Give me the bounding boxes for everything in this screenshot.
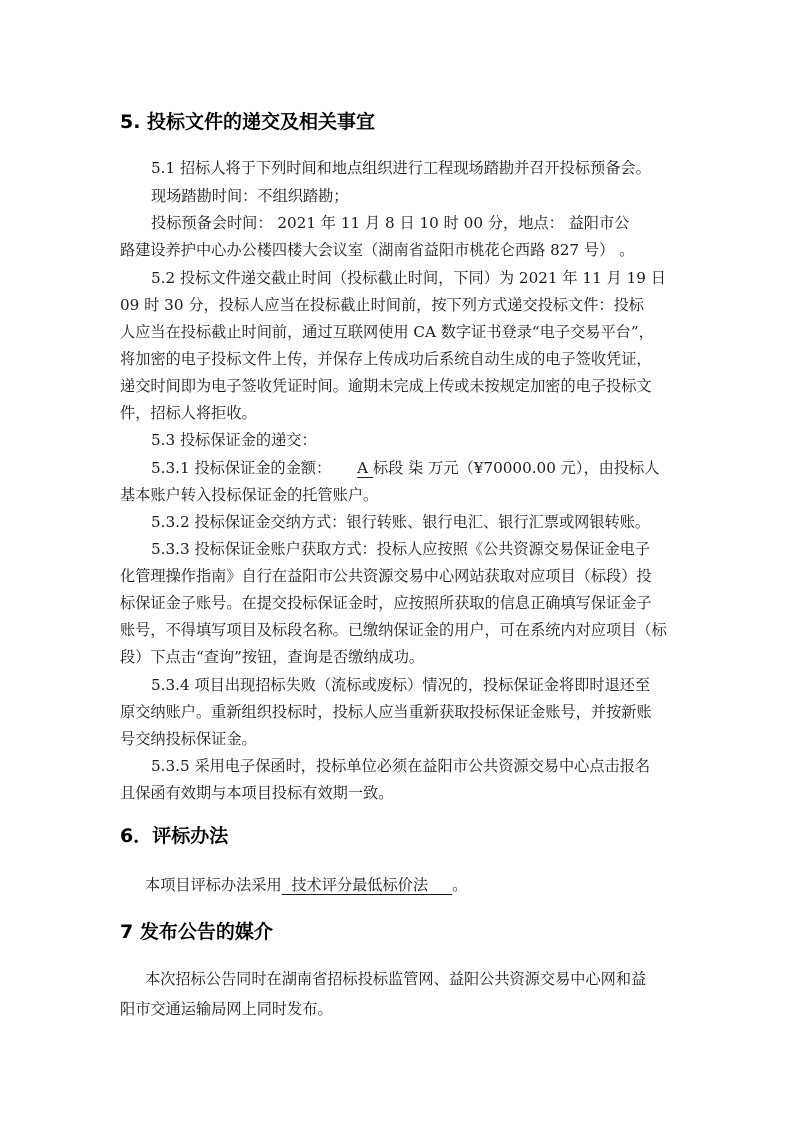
paragraph-5-3-3-line: 账号，不得填写项目及标段名称。已缴纳保证金的用户，可在系统内对应项目（标 <box>120 621 667 639</box>
paragraph-5-3-3-line: 标保证金子账号。在提交投标保证金时，应按照所获取的信息正确填写保证金子 <box>120 594 652 612</box>
publication-media-line: 本次招标公告同时在湖南省招标投标监管网、益阳公共资源交易中心网和益 <box>145 970 647 988</box>
paragraph-5-2-line: 递交时间即为电子签收凭证时间。逾期未完成上传或未按规定加密的电子投标文 <box>120 377 652 395</box>
paragraph-5-3-1-line: 基本账户转入投标保证金的托管账户。 <box>120 486 379 504</box>
paragraph-5-1-line: 5.1 招标人将于下列时间和地点组织进行工程现场踏勘并召开投标预备会。 <box>151 159 651 177</box>
evaluation-method-line <box>145 873 467 897</box>
deposit-amount-value: 标段 柒 万元（¥70000.00 元），由投标人 <box>372 459 660 477</box>
section-7-heading: 7 发布公告的媒介 <box>120 921 273 943</box>
paragraph-5-3-2-line: 5.3.2 投标保证金交纳方式：银行转账、银行电汇、银行汇票或网银转账。 <box>151 513 651 531</box>
paragraph-5-2-line: 09 时 30 分，投标人应当在投标截止时间前，按下列方式递交投标文件：投标 <box>120 296 644 314</box>
paragraph-5-3-4-line: 5.3.4 项目出现招标失败（流标或废标）情况的，投标保证金将即时退还至 <box>151 676 651 694</box>
paragraph-5-3-4-line: 原交纳账户。重新组织投标时，投标人应当重新获取投标保证金账号，并按新账 <box>120 703 652 721</box>
evaluation-method-label: 本项目评标办法采用 <box>145 876 282 894</box>
paragraph-5-1-line: 现场踏勘时间：不组织踏勘； <box>151 187 349 205</box>
paragraph-5-3-5-line: 且保函有效期与本项目投标有效期一致。 <box>120 784 394 802</box>
paragraph-5-3-3-line: 5.3.3 投标保证金账户获取方式：投标人应按照《公共资源交易保证金电子 <box>151 540 651 558</box>
evaluation-method-end: 。 <box>452 876 468 894</box>
paragraph-5-3-3-line: 化管理操作指南》自行在益阳市公共资源交易中心网站获取对应项目（标段）投 <box>120 567 652 585</box>
paragraph-5-3-4-line: 号交纳投标保证金。 <box>120 730 257 748</box>
paragraph-5-3-5-line: 5.3.5 采用电子保函时，投标单位必须在益阳市公共资源交易中心点击报名 <box>151 757 651 775</box>
paragraph-5-3-3-line: 段）下点击“查询”按钮，查询是否缴纳成功。 <box>120 648 425 666</box>
lot-designation: A <box>357 459 373 477</box>
evaluation-method-value: 技术评分最低标价法 <box>281 876 453 894</box>
paragraph-5-2-line: 件，招标人将拒收。 <box>120 404 257 422</box>
paragraph-5-2-line: 人应当在投标截止时间前，通过互联网使用 CA 数字证书登录“电子交易平台”， <box>120 323 654 341</box>
paragraph-5-2-line: 将加密的电子投标文件上传，并保存上传成功后系统自动生成的电子签收凭证， <box>120 350 652 368</box>
paragraph-5-1-line: 投标预备会时间： 2021 年 11 月 8 日 10 时 00 分，地点： 益阳市公 <box>151 214 630 232</box>
deposit-amount-label: 5.3.1 投标保证金的金额： <box>151 459 332 477</box>
paragraph-5-3-heading: 5.3 投标保证金的递交： <box>151 431 317 449</box>
section-6-heading: 6．评标办法 <box>120 825 229 847</box>
paragraph-5-1-line: 路建设养护中心办公楼四楼大会议室（湖南省益阳市桃花仑西路 827 号） 。 <box>120 241 635 259</box>
paragraph-5-3-1-line <box>151 456 659 480</box>
section-5-heading: 5. 投标文件的递交及相关事宜 <box>120 111 376 133</box>
paragraph-5-2-line: 5.2 投标文件递交截止时间（投标截止时间，下同）为 2021 年 11 月 19 日 <box>151 269 666 287</box>
publication-media-line: 阳市交通运输局网上同时发布。 <box>120 1000 333 1018</box>
